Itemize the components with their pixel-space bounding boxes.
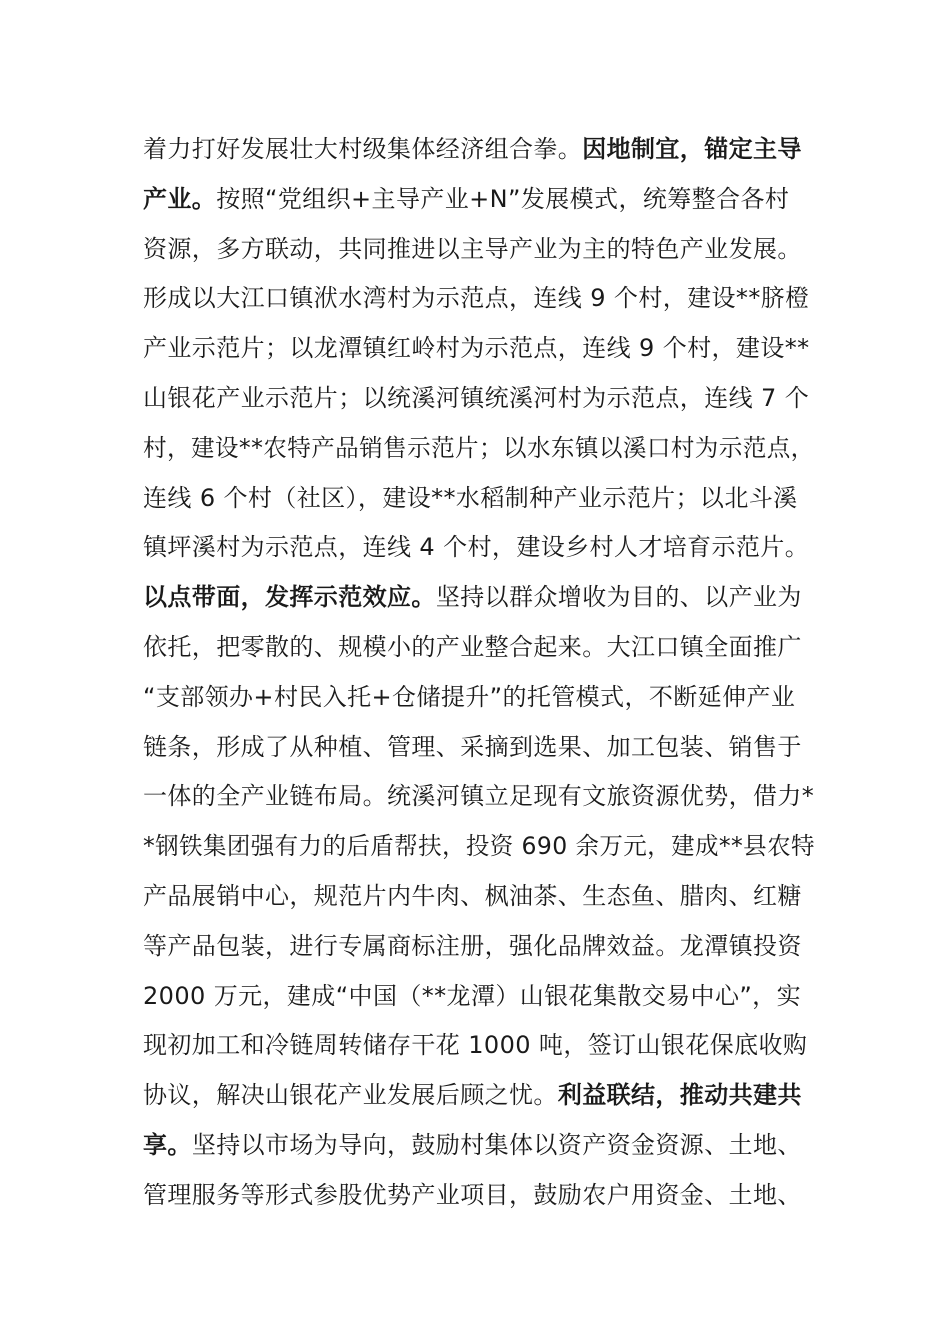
text-segment: 产品展销中心，规范片内牛肉、枫油茶、生态鱼、腊肉、红糖 <box>143 881 802 910</box>
text-line <box>143 125 815 175</box>
text-segment: 按照“党组织+主导产业+N”发展模式，统筹整合各村 <box>216 184 790 213</box>
text-line <box>143 922 815 972</box>
text-line <box>143 723 815 773</box>
bold-heading-segment: 利益联结，推动共建共 <box>557 1081 802 1110</box>
text-segment: 协议，解决山银花产业发展后顾之忧。 <box>143 1081 558 1110</box>
text-segment: 坚持以市场为导向，鼓励村集体以资产资金资源、土地、 <box>191 1130 802 1159</box>
bold-heading-segment: 产业。 <box>143 184 217 213</box>
text-line <box>143 1121 815 1171</box>
text-segment: 现初加工和冷链周转储存干花 1000 吨，签订山银花保底收购 <box>143 1031 808 1060</box>
text-line <box>143 225 815 275</box>
text-line <box>143 623 815 673</box>
text-line <box>143 424 815 474</box>
text-segment: 链条，形成了从种植、管理、采摘到选果、加工包装、销售于 <box>143 732 802 761</box>
text-line <box>143 474 815 524</box>
bold-heading-segment: 享。 <box>143 1130 192 1159</box>
text-segment: 形成以大江口镇洑水湾村为示范点，连线 9 个村，建设**脐橙 <box>143 284 810 313</box>
bold-heading-segment: 因地制宜，锚定主导 <box>582 135 802 163</box>
text-line <box>143 1171 815 1221</box>
text-line <box>143 1021 815 1071</box>
text-line <box>143 274 815 324</box>
text-segment: 一体的全产业链布局。统溪河镇立足现有文旅资源优势，借力* <box>143 782 815 811</box>
text-segment: 坚持以群众增收为目的、以产业为 <box>435 583 802 612</box>
text-line <box>143 374 815 424</box>
text-line <box>143 324 815 374</box>
text-segment: *钢铁集团强有力的后盾帮扶，投资 690 余万元，建成**县农特 <box>143 832 815 861</box>
text-line <box>143 523 815 573</box>
body-text <box>143 125 815 1221</box>
text-line <box>143 872 815 922</box>
text-line <box>143 175 815 225</box>
text-line <box>143 822 815 872</box>
text-segment: 资源，多方联动，共同推进以主导产业为主的特色产业发展。 <box>143 234 802 263</box>
text-line <box>143 772 815 822</box>
text-segment: 村，建设**农特产品销售示范片；以水东镇以溪口村为示范点， <box>143 433 815 462</box>
text-segment: 镇坪溪村为示范点，连线 4 个村，建设乡村人才培育示范片。 <box>143 533 810 562</box>
text-segment: 依托，把零散的、规模小的产业整合起来。大江口镇全面推广 <box>143 632 802 661</box>
text-line <box>143 972 815 1022</box>
text-segment: “支部领办+村民入托+仓储提升”的托管模式，不断延伸产业 <box>143 682 796 711</box>
text-line <box>143 673 815 723</box>
text-line <box>143 573 815 623</box>
text-segment: 产业示范片；以龙潭镇红岭村为示范点，连线 9 个村，建设** <box>143 334 810 363</box>
text-segment: 连线 6 个村（社区），建设**水稻制种产业示范片；以北斗溪 <box>143 483 798 512</box>
text-segment: 山银花产业示范片；以统溪河镇统溪河村为示范点，连线 7 个 <box>143 383 810 412</box>
bold-heading-segment: 以点带面，发挥示范效应。 <box>143 583 436 612</box>
text-segment: 等产品包装，进行专属商标注册，强化品牌效益。龙潭镇投资 <box>143 931 802 960</box>
text-segment: 着力打好发展壮大村级集体经济组合拳。 <box>143 135 583 163</box>
text-line <box>143 1071 815 1121</box>
text-segment: 2000 万元，建成“中国（**龙潭）山银花集散交易中心”，实 <box>143 981 801 1010</box>
text-segment: 管理服务等形式参股优势产业项目，鼓励农户用资金、土地、 <box>143 1180 802 1209</box>
